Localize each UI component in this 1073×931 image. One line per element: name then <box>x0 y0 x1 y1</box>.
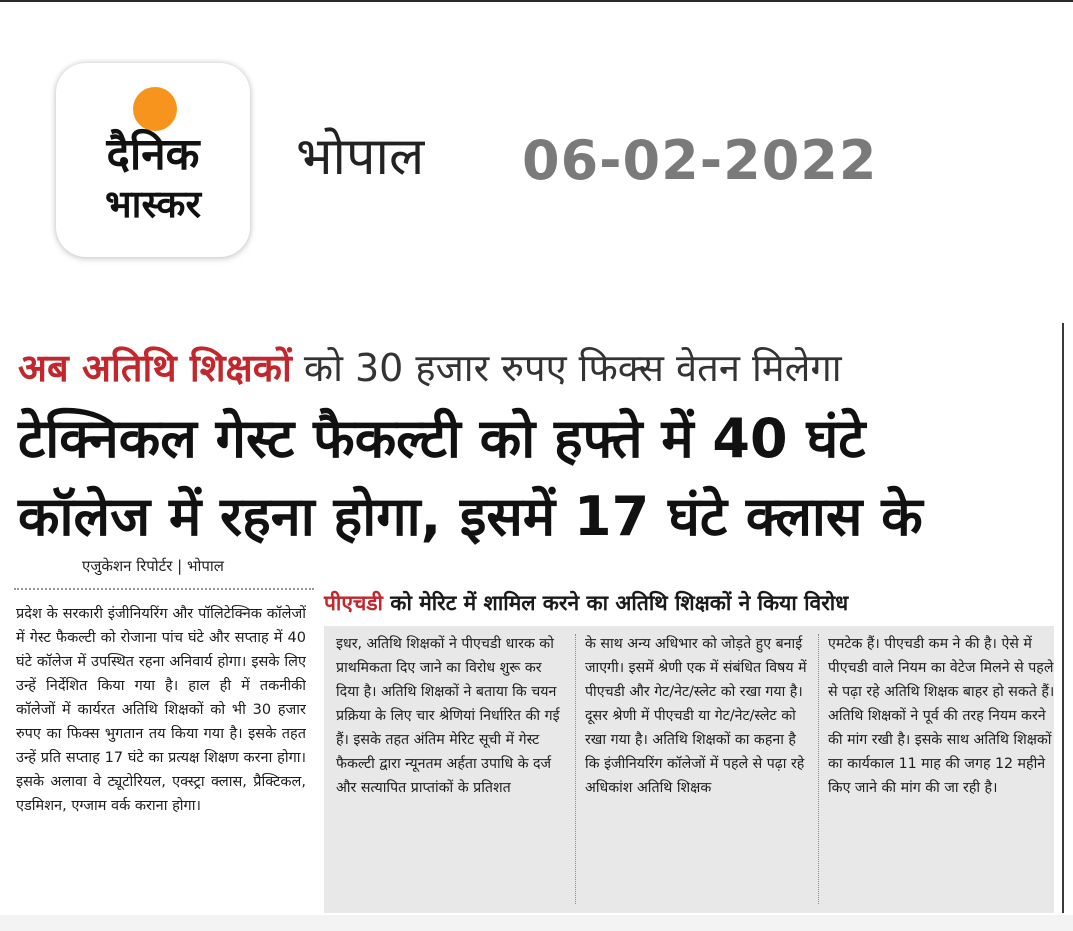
sun-icon <box>133 87 177 131</box>
article-kicker <box>18 340 1058 396</box>
clipping-edge <box>1062 323 1064 913</box>
dainik-bhaskar-logo <box>56 63 250 257</box>
logo-text-line1: दैनिक <box>106 129 200 180</box>
page-bottom-edge <box>0 915 1073 931</box>
edition-date: 06-02-2022 <box>522 129 878 192</box>
sidebar-column-3: एमटेक हैं। पीएचडी कम ने की है। ऐसे में पीएचडी वाले नियम का वेटेज मिलने से पहले से पढ़ा रहे अतिथि शिक्षक बाहर हो सकते हैं। अतिथि शिक्षकों ने पूर्व की तरह नियम करने की मांग रखी है। इसके साथ अतिथि शिक्षकों का कार्यकाल 11 माह की जगह 12 महीने किए जाने की मांग की जा रही है। <box>828 636 1055 796</box>
edition-city: भोपाल <box>296 127 425 187</box>
sidebar-column-1: इधर, अतिथि शिक्षकों ने पीएचडी धारक को प्राथमिकता दिए जाने का विरोध शुरू कर दिया है। अतिथि शिक्षकों ने बताया कि चयन प्रक्रिया के लिए चार श्रेणियां निर्धारित की गई हैं। इसके तहत अंतिम मेरिट सूची में गेस्ट फैकल्टी द्वारा न्यूनतम अर्हता उपाधि के दर्ज और सत्यापित प्राप्तांकों के प्रतिशत <box>336 636 560 796</box>
column-divider <box>575 634 576 904</box>
sidebar-column-2: के साथ अन्य अधिभार को जोड़ते हुए बनाई जाएगी। इसमें श्रेणी एक में संबंधित विषय में पीएचडी और गेट/नेट/स्लेट को रखा गया है। दूसर श्रेणी में पीएचडी या गेट/नेट/स्लेट को रखा गया है। अतिथि शिक्षकों का कहना है कि इंजीनियरिंग कॉलेजों में पहले से पढ़ा रहे अधिकांश अतिथि शिक्षक <box>585 636 807 796</box>
kicker-rest: को 30 हजार रुपए फिक्स वेतन मिलेगा <box>291 346 842 390</box>
headline-line-1: टेक्निकल गेस्ट फैकल्टी को हफ्ते में 40 घंटे <box>18 407 866 470</box>
column-divider <box>818 634 819 904</box>
sidebar-headline-rest: को मेरिट में शामिल करने का अतिथि शिक्षकों ने किया विरोध <box>383 591 849 615</box>
sidebar-headline-highlight: पीएचडी <box>324 591 383 615</box>
byline-divider <box>14 588 314 590</box>
headline-line-2: कॉलेज में रहना होगा, इसमें 17 घंटे क्लास के <box>18 485 923 548</box>
logo-text-line2: भास्कर <box>104 182 202 226</box>
kicker-highlight: अब अतिथि शिक्षकों <box>18 346 292 390</box>
sidebar-headline <box>324 583 1062 623</box>
byline: एजुकेशन रिपोर्टर | भोपाल <box>82 557 224 575</box>
top-border <box>0 0 1073 2</box>
article-body: प्रदेश के सरकारी इंजीनियरिंग और पॉलिटेक्निक कॉलेजों में गेस्ट फैकल्टी को रोजाना पांच घंटे और सप्ताह में 40 घंटे कॉलेज में उपस्थित रहना अनिवार्य होगा। इसके लिए उन्हें निर्देशित किया गया है। हाल ही में तकनीकी कॉलेजों में कार्यरत अतिथि शिक्षकों को भी 30 हजार रुपए का फिक्स भुगतान तय किया गया है। इसके तहत उन्हें प्रति सप्ताह 17 घंटे का प्रत्यक्ष शिक्षण करना होगा। इसके अलावा वे ट्यूटोरियल, एक्स्ट्रा क्लास, प्रैक्टिकल, एडमिशन, एग्जाम वर्क कराना होगा। <box>16 606 306 814</box>
